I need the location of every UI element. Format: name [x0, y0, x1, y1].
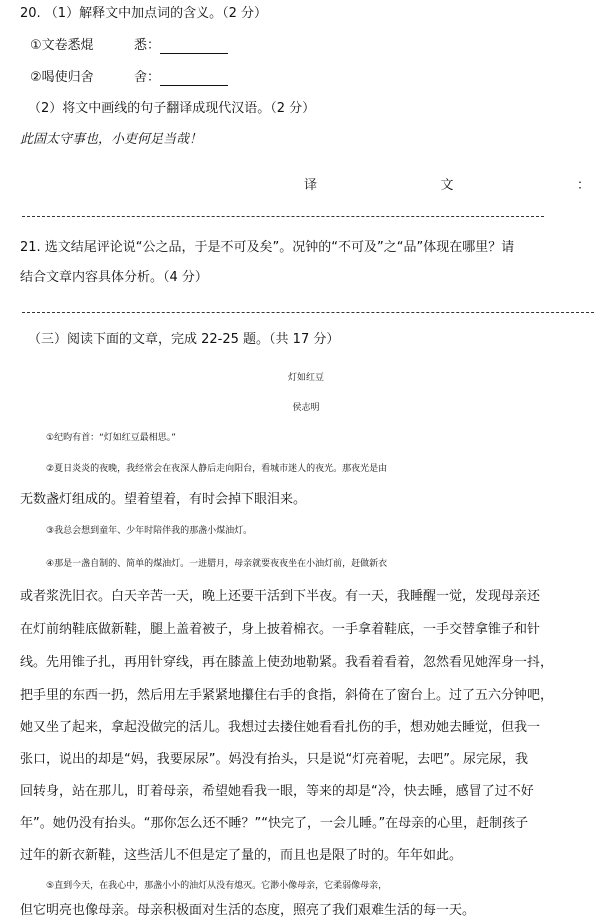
q20-item-2-label: 舍： [134, 70, 161, 85]
translation-char-3: ： [576, 178, 590, 193]
paragraph-line: ③我总会想到童年、少年时陪伴我的那盏小煤油灯。 [46, 526, 253, 536]
answer-blank[interactable] [160, 73, 228, 86]
paragraph-line: 但它明亮也像母亲。母亲积极面对生活的态度，照亮了我们艰难生活的每一天。 [20, 903, 476, 918]
paragraph-line: 她又坐了起来，拿起没做完的活儿。我想过去搂住她看看扎伤的手，想劝她去睡觉，但我一 [20, 720, 541, 735]
q20-item-1-marker: ①文卷悉焜 [30, 38, 94, 53]
paragraph-line: 把手里的东西一扔，然后用左手紧紧地攥住右手的食指，斜倚在了窗台上。过了五六分钟吧， [20, 688, 554, 703]
paragraph-line: 线。先用锥子扎，再用针穿线，再在膝盖上使劲地勒紧。我看着看着，忽然看见她浑身一抖， [20, 655, 554, 670]
q20-part2: （2）将文中画线的句子翻译成现代汉语。（2 分） [28, 101, 316, 116]
translation-char-1: 译 [304, 178, 318, 193]
paragraph-line: 或者浆洗旧衣。白天辛苦一天，晚上还要干活到下半夜。有一天，我睡醒一觉，发现母亲还 [20, 589, 541, 604]
paragraph-line: 在灯前纳鞋底做新鞋，腿上盖着被子，身上披着棉衣。一手拿着鞋底，一手交替拿锥子和针 [20, 622, 541, 637]
article-author: 侯志明 [292, 403, 320, 413]
answer-line[interactable] [22, 216, 544, 217]
q20-item-2 [30, 70, 94, 86]
paragraph-line: 回转身，站在那儿，盯着母亲，希望她看我一眼，等来的却是“冷，快去睡，感冒了过不好 [20, 784, 534, 799]
paragraph-line: ④那是一盏自制的、简单的煤油灯。一进腊月，母亲就要夜夜坐在小油灯前，赶做新衣 [46, 559, 388, 569]
q20-item-1-answer[interactable] [134, 38, 228, 54]
paragraph-line: ①纪昀有首：“灯如红豆最相思。” [46, 433, 176, 443]
q20-sentence: 此固太守事也，小吏何足当哉！ [20, 132, 203, 147]
paragraph-line: 无数盏灯组成的。望着望着，有时会掉下眼泪来。 [20, 492, 307, 507]
paragraph-line: 过年的新衣新鞋，这些活儿不但是定了量的，而且也是限了时的。年年如此。 [20, 848, 463, 863]
answer-line[interactable] [22, 312, 594, 313]
translation-char-2: 文 [440, 178, 454, 193]
paragraph-line: 年”。她仍没有抬头。“那你怎么还不睡？”“快完了，一会儿睡。”在母亲的心里，赶制孩子 [20, 816, 529, 831]
q20-item-2-answer[interactable] [134, 70, 228, 86]
q20-item-1-label: 悉： [134, 38, 161, 53]
section-heading: （三）阅读下面的文章，完成 22-25 题。（共 17 分） [28, 332, 340, 347]
q21-line-1: 21. 选文结尾评论说“公之品，于是不可及矣”。况钟的“不可及”之“品”体现在哪里？请 [20, 240, 515, 255]
translation-label [304, 178, 590, 194]
q21-line-2: 结合文章内容具体分析。（4 分） [20, 270, 208, 285]
article-title: 灯如红豆 [287, 373, 324, 383]
q20-item-1 [30, 38, 94, 54]
paragraph-line: 张口，说出的却是“妈，我要尿尿”。妈没有抬头，只是说“灯亮着呢，去吧”。尿完尿，我 [20, 752, 528, 767]
answer-blank[interactable] [160, 41, 228, 54]
paragraph-line: ②夏日炎炎的夜晚，我经常会在夜深人静后走向阳台，看城市迷人的夜光。那夜光是由 [46, 464, 388, 474]
q20-heading: 20. （1）解释文中加点词的含义。（2 分） [20, 6, 267, 21]
q20-item-2-marker: ②喝使归舍 [30, 70, 94, 85]
paragraph-line: ⑤直到今天，在我心中，那盏小小的油灯从没有熄灭。它渺小像母亲，它柔弱像母亲， [46, 881, 388, 891]
